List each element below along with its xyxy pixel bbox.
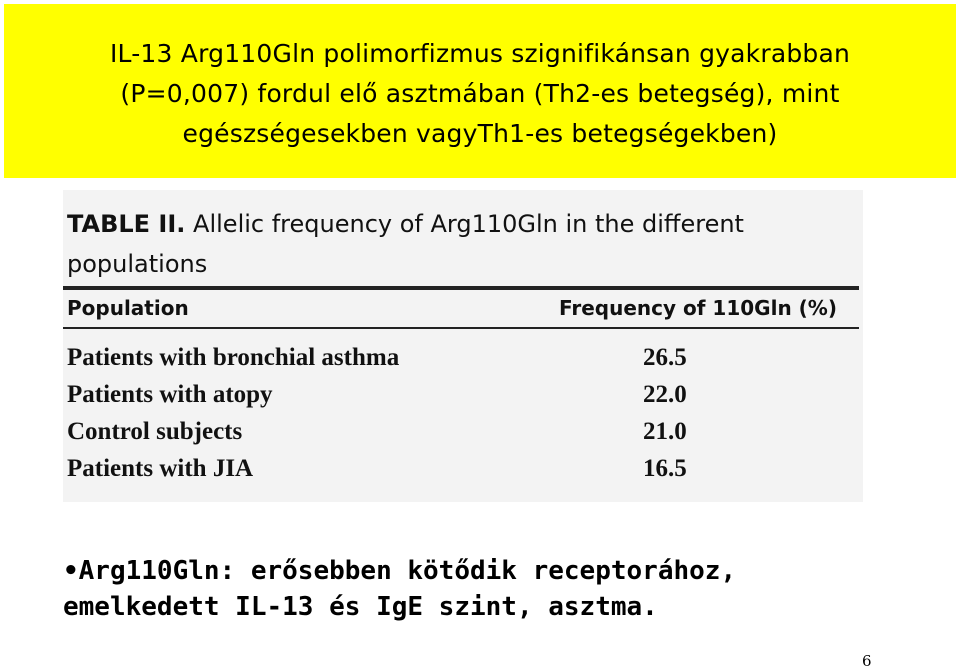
bullet-line-2: emelkedett IL-13 és IgE szint, asztma. — [63, 592, 658, 622]
table-row-frequency: 21.0 — [643, 418, 687, 445]
table-caption-line-1: Allelic frequency of Arg110Gln in the different — [193, 210, 744, 238]
title-banner — [4, 4, 956, 178]
table-row-frequency: 22.0 — [643, 381, 687, 408]
table-row-frequency: 26.5 — [643, 344, 687, 371]
table-header-rule — [63, 327, 859, 329]
table-row-population: Control subjects — [67, 418, 243, 445]
title-line-3: egészségesekben vagyTh1-es betegségekben) — [182, 119, 778, 148]
column-header-population: Population — [67, 296, 189, 320]
table-caption — [67, 204, 847, 284]
allelic-frequency-table — [63, 190, 863, 502]
table-label: TABLE II. — [67, 210, 186, 238]
table-row-frequency: 16.5 — [643, 455, 687, 482]
table-top-rule — [63, 286, 859, 290]
title-line-1: IL-13 Arg110Gln polimorfizmus szignifikánsan gyakrabban — [109, 39, 851, 68]
column-header-frequency: Frequency of 110Gln (%) — [559, 296, 837, 320]
table-row-population: Patients with bronchial asthma — [67, 344, 400, 371]
title-line-2: (P=0,007) fordul elő asztmában (Th2-es betegség), mint — [120, 79, 840, 108]
table-row-population: Patients with atopy — [67, 381, 273, 408]
bullet-line-1: •Arg110Gln: erősebben kötődik receptorához, — [63, 556, 737, 586]
page-number: 6 — [862, 652, 872, 670]
table-caption-line-2: populations — [67, 250, 208, 278]
table-row-population: Patients with JIA — [67, 455, 254, 482]
